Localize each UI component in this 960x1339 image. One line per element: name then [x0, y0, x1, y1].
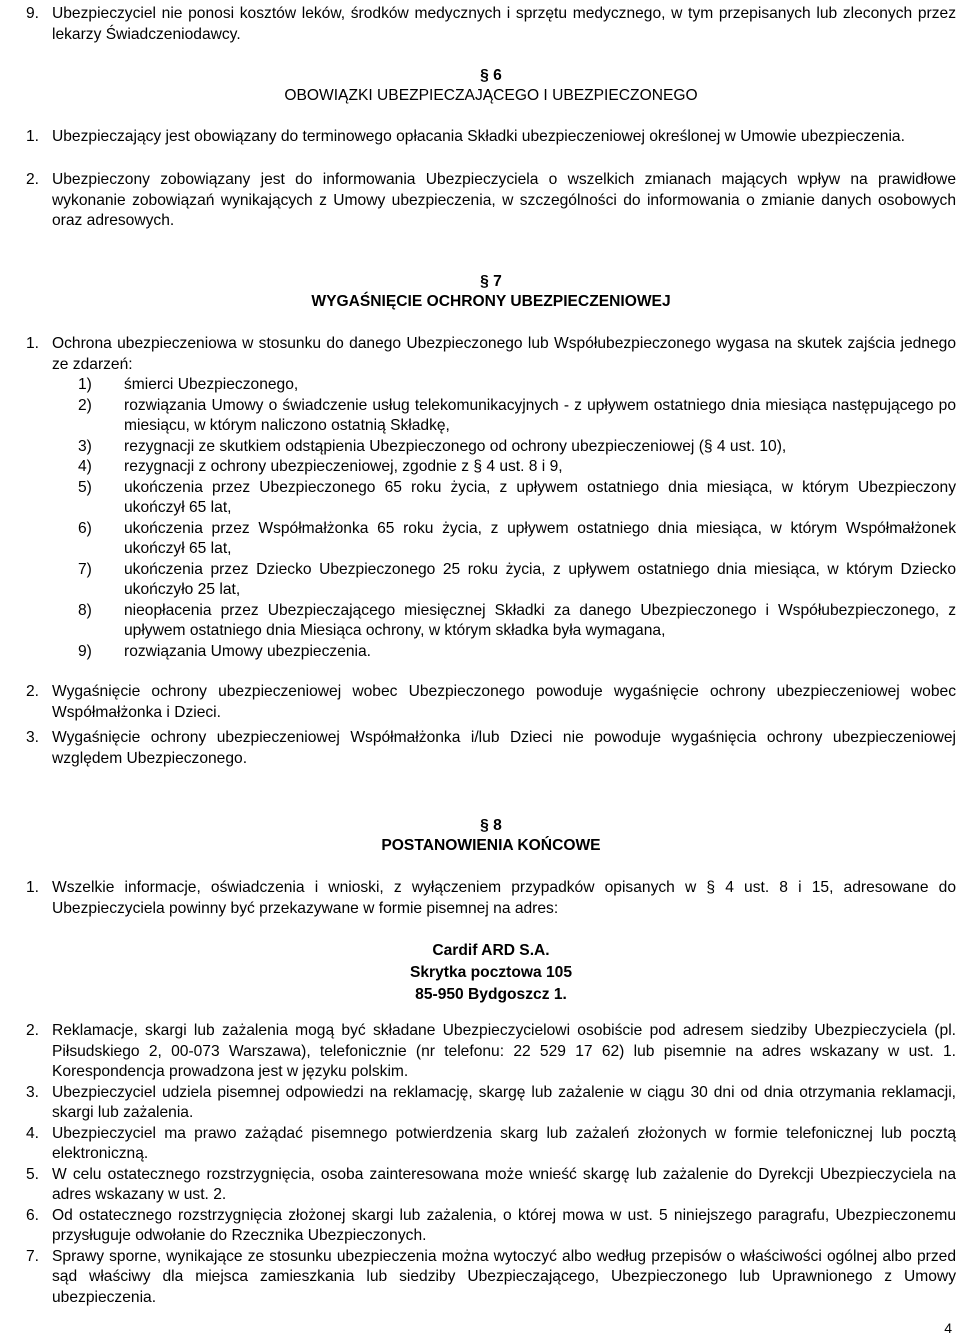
- list-item-number: 5): [78, 478, 92, 496]
- section-7-title: WYGAŚNIĘCIE OCHRONY UBEZPIECZENIOWEJ: [311, 293, 671, 310]
- list-item-number: 4): [78, 458, 92, 475]
- section-symbol: §: [480, 67, 489, 84]
- paragraph-text: Ubezpieczyciel ma prawo zażądać pisemnego potwierdzenia skarg lub zażaleń złożonych w formie telefonicznej lub pocztą elektroniczną.: [52, 1124, 956, 1162]
- paragraph-number: 1.: [26, 335, 40, 352]
- paragraph-text: Reklamacje, skargi lub zażalenia mogą być składane Ubezpieczycielowi osobiście pod adresem siedziby Ubezpieczyciela (pl. Piłsudskiego 2, 00-073 Warszawa), telefonicznie (nr telefonu: 22 529 17 62) lub pisemnie na adres wskazany w ust. 1. Korespondencja prowadzona jest w języku polskim.: [52, 1022, 956, 1080]
- section-symbol: §: [480, 273, 489, 290]
- paragraph-text: Ubezpieczyciel udziela pisemnej odpowiedzi na reklamację, skargę lub zażalenie w ciągu 30 dni od dnia otrzymania reklamacji, skargi lub zażalenia.: [52, 1083, 956, 1121]
- list-item-text: ukończenia przez Współmałżonka 65 roku życia, z upływem ostatniego dnia miesiąca, w którym Współmałżonek ukończył 65 lat,: [124, 519, 956, 557]
- address-line-pobox: Skrytka pocztowa 105: [409, 964, 573, 981]
- list-item-number: 1): [78, 376, 92, 393]
- list-item-text: rezygnacji ze skutkiem odstąpienia Ubezpieczonego od ochrony ubezpieczeniowej (§ 4 ust. 10),: [124, 437, 787, 455]
- list-item: [26, 1165, 956, 1206]
- section-8-title: POSTANOWIENIA KOŃCOWE: [381, 837, 601, 854]
- list-item-number: 6): [78, 519, 92, 537]
- list-item: [26, 1021, 956, 1083]
- paragraph-text: Od ostatecznego rozstrzygnięcia złożonej skargi lub zażalenia, o której mowa w ust. 5 niniejszego paragrafu, Ubezpieczonemu przysługuje odwołanie do Rzecznika Ubezpieczonych.: [52, 1206, 956, 1244]
- list-item: [26, 1083, 956, 1124]
- page-number: 4: [944, 1320, 952, 1336]
- section-8-number: [26, 816, 956, 837]
- list-item-text: ukończenia przez Ubezpieczonego 65 roku życia, z upływem ostatniego dnia miesiąca, w którym Ubezpieczony ukończył 65 lat,: [124, 478, 956, 516]
- paragraph-number: 2.: [26, 1022, 40, 1039]
- paragraph-number: 6.: [26, 1206, 40, 1224]
- paragraph-number: 2.: [26, 171, 40, 188]
- paragraph-number: 1.: [26, 128, 40, 145]
- list-item: [26, 478, 956, 519]
- paragraph-number: 1.: [26, 879, 40, 896]
- list-item-text: rozwiązania Umowy ubezpieczenia.: [124, 642, 372, 660]
- list-item-text: śmierci Ubezpieczonego,: [124, 376, 299, 393]
- list-item-text: rezygnacji z ochrony ubezpieczeniowej, zgodnie z § 4 ust. 8 i 9,: [124, 458, 563, 475]
- paragraph-9: [26, 4, 956, 45]
- paragraph-text: Wygaśnięcie ochrony ubezpieczeniowej wobec Ubezpieczonego powoduje wygaśnięcie ochrony ubezpieczeniowej wobec Współmałżonka i Dzieci.: [52, 683, 956, 721]
- address-line-city: 85-950 Bydgoszcz 1.: [415, 986, 567, 1003]
- address-line-company: Cardif ARD S.A.: [432, 942, 550, 959]
- paragraph-number: 3.: [26, 1083, 40, 1101]
- list-item: [26, 457, 956, 478]
- section-6-item-2: [26, 170, 956, 232]
- section-number: 7: [493, 273, 502, 290]
- paragraph-text: Wygaśnięcie ochrony ubezpieczeniowej Współmałżonka i/lub Dzieci nie powoduje wygaśnięcia ochrony ubezpieczeniowej względem Ubezpieczonego.: [52, 729, 956, 767]
- paragraph-number: 9.: [26, 5, 40, 22]
- list-item-number: 7): [78, 560, 92, 578]
- list-item: [26, 437, 956, 458]
- section-number: 6: [493, 67, 502, 84]
- section-7-paragraph-3: [26, 728, 956, 769]
- section-6-number: [26, 66, 956, 87]
- list-item-number: 9): [78, 642, 92, 660]
- section-symbol: §: [480, 817, 489, 834]
- list-item: [26, 642, 956, 663]
- section-7-paragraph-2: [26, 682, 956, 723]
- list-item: [26, 560, 956, 601]
- list-item: [26, 1247, 956, 1309]
- paragraph-text: Ubezpieczony zobowiązany jest do informowania Ubezpieczyciela o wszelkich zmianach mających wpływ na prawidłowe wykonanie zobowiązań wynikających z Umowy ubezpieczenia, w szczególności do informowania o zmianie danych osobowych oraz adresowych.: [52, 171, 956, 229]
- paragraph-text: Ubezpieczyciel nie ponosi kosztów leków, środków medycznych i sprzętu medycznego, w tym przepisanych lub zleconych przez lekarzy Świadczeniodawcy.: [52, 5, 956, 43]
- section-number: 8: [493, 817, 502, 834]
- section-7-paragraph-1: [26, 334, 956, 662]
- paragraph-number: 3.: [26, 729, 40, 746]
- section-6-item-1: [26, 127, 956, 148]
- paragraph-number: 4.: [26, 1124, 40, 1142]
- list-item-number: 3): [78, 437, 92, 455]
- list-item-text: nieopłacenia przez Ubezpieczającego miesięcznej Składki za danego Ubezpieczonego i Współubezpieczonego, z upływem ostatniego dnia Miesiąca ochrony, w którym składka była wymagana,: [124, 601, 956, 639]
- paragraph-number: 7.: [26, 1247, 40, 1265]
- list-item-text: rozwiązania Umowy o świadczenie usług telekomunikacyjnych - z upływem ostatniego dnia miesiąca następującego po miesiącu, w którym naliczono ostatnią Składkę,: [124, 396, 956, 434]
- list-item: [26, 375, 956, 396]
- list-item: [26, 1206, 956, 1247]
- postal-address: [26, 940, 956, 1006]
- paragraph-text: Ochrona ubezpieczeniowa w stosunku do danego Ubezpieczonego lub Współubezpieczonego wygasa na skutek zajścia jednego ze zdarzeń:: [52, 335, 956, 373]
- list-item: [26, 396, 956, 437]
- paragraph-text: W celu ostatecznego rozstrzygnięcia, osoba zainteresowana może wnieść skargę lub zażalenie do Dyrekcji Ubezpieczyciela na adres wskazany w ust. 2.: [52, 1165, 956, 1203]
- list-item-number: 2): [78, 396, 92, 414]
- paragraph-text: Ubezpieczający jest obowiązany do terminowego opłacania Składki ubezpieczeniowej określonej w Umowie ubezpieczenia.: [52, 128, 905, 145]
- list-item: [26, 519, 956, 560]
- paragraph-text: Sprawy sporne, wynikające ze stosunku ubezpieczenia można wytoczyć albo według przepisów o właściwości ogólnej albo przed sąd właściwy dla miejsca zamieszkania lub siedziby Ubezpieczającego, Ubezpieczonego lub Uprawnionego z Umowy ubezpieczenia.: [52, 1247, 956, 1306]
- list-item: [26, 601, 956, 642]
- section-8-list: [26, 1021, 956, 1308]
- paragraph-number: 5.: [26, 1165, 40, 1183]
- list-item: [26, 1124, 956, 1165]
- section-6-title: OBOWIĄZKI UBEZPIECZAJĄCEGO I UBEZPIECZONEGO: [284, 87, 698, 104]
- section-7-number: [26, 272, 956, 293]
- paragraph-text: Wszelkie informacje, oświadczenia i wnioski, z wyłączeniem przypadków opisanych w § 4 ust. 8 i 15, adresowane do Ubezpieczyciela powinny być przekazywane w formie pisemnej na adres:: [52, 879, 956, 917]
- list-item-number: 8): [78, 601, 92, 619]
- section-8-paragraph-1: [26, 878, 956, 919]
- list-item-text: ukończenia przez Dziecko Ubezpieczonego 25 roku życia, z upływem ostatniego dnia miesiąca, w którym Dziecko ukończyło 25 lat,: [124, 560, 956, 598]
- paragraph-number: 2.: [26, 683, 40, 700]
